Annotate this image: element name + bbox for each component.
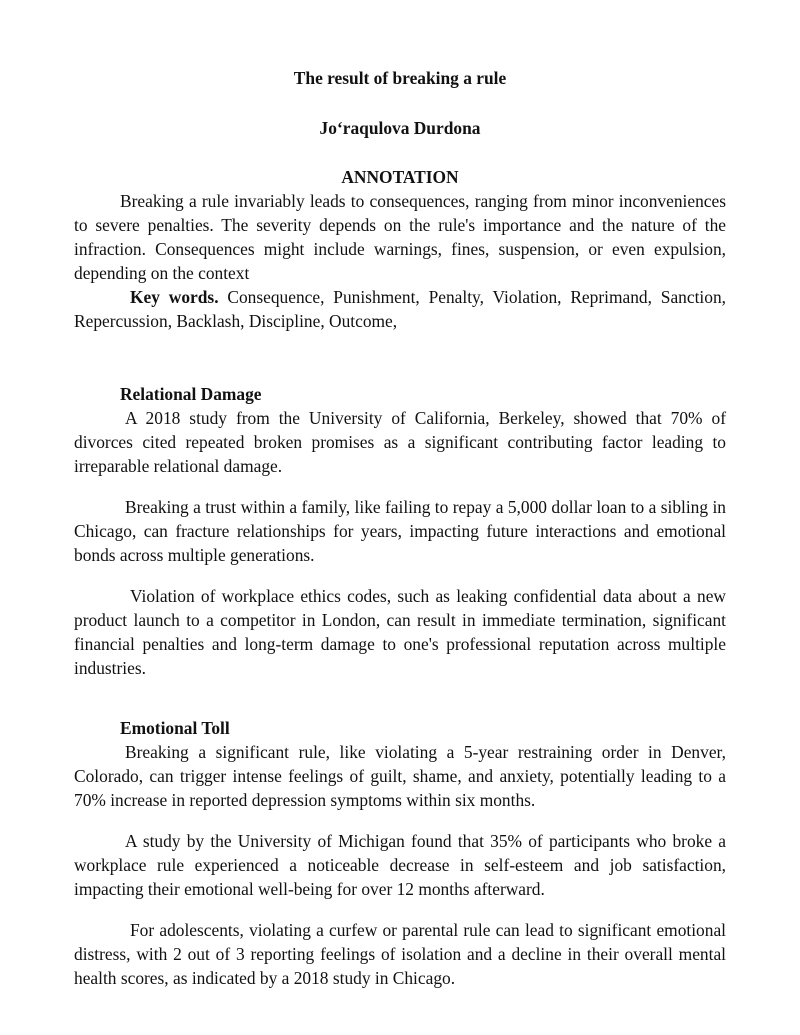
paper-title: The result of breaking a rule <box>293 68 507 88</box>
keywords-paragraph <box>74 285 726 333</box>
emotional-paragraph-1: Breaking a significant rule, like violating a 5-year restraining order in Denver, Colorado, can trigger intense feelings of guilt, shame, and anxiety, potentially leading to a 70% increase in reported depression symptoms within six months. <box>74 742 726 810</box>
author-name: Jo‘raqulova Durdona <box>319 118 481 138</box>
keywords-label: Key words. <box>130 287 219 307</box>
section-heading-relational-damage: Relational Damage <box>120 384 262 404</box>
relational-paragraph-1: A 2018 study from the University of California, Berkeley, showed that 70% of divorces cited repeated broken promises as a significant contributing factor leading to irreparable relational damage. <box>74 408 726 476</box>
relational-paragraph-3: Violation of workplace ethics codes, such as leaking confidential data about a new product launch to a competitor in London, can result in immediate termination, significant financial penalties and long-term damage to one's professional reputation across multiple industries. <box>74 586 726 678</box>
keywords-list: Consequence, Punishment, Penalty, Violation, Reprimand, Sanction, Repercussion, Backlash, Discipline, Outcome, <box>74 287 726 331</box>
emotional-paragraph-2: A study by the University of Michigan found that 35% of participants who broke a workplace rule experienced a noticeable decrease in self-esteem and job satisfaction, impacting their emotional well-being for over 12 months afterward. <box>74 831 726 899</box>
paper-page <box>74 66 726 990</box>
annotation-heading: ANNOTATION <box>341 167 459 187</box>
relational-paragraph-2: Breaking a trust within a family, like failing to repay a 5,000 dollar loan to a sibling in Chicago, can fracture relationships for years, impacting future interactions and emotional bonds across multiple generations. <box>74 497 726 565</box>
section-heading-emotional-toll: Emotional Toll <box>120 718 230 738</box>
annotation-paragraph: Breaking a rule invariably leads to consequences, ranging from minor inconveniences to severe penalties. The severity depends on the rule's importance and the nature of the infraction. Consequences might include warnings, fines, suspension, or even expulsion, depending on the context <box>74 191 726 283</box>
emotional-paragraph-3: For adolescents, violating a curfew or parental rule can lead to significant emotional distress, with 2 out of 3 reporting feelings of isolation and a decline in their overall mental health scores, as indicated by a 2018 study in Chicago. <box>74 920 726 988</box>
